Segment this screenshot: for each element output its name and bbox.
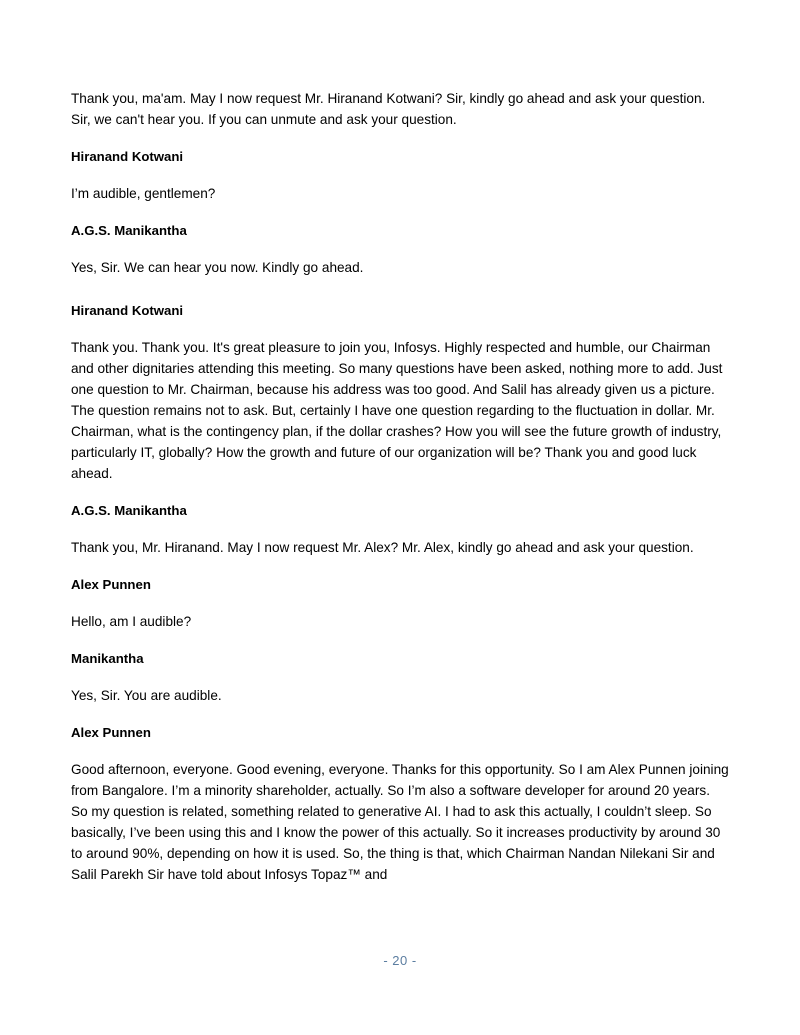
paragraph: Yes, Sir. You are audible.: [71, 688, 222, 703]
paragraph: Thank you, Mr. Hiranand. May I now request Mr. Alex? Mr. Alex, kindly go ahead and ask your question.: [71, 540, 694, 555]
paragraph: Good afternoon, everyone. Good evening, everyone. Thanks for this opportunity. So I am Alex Punnen joining from Bangalore. I’m a minority shareholder, actually. So I’m also a software developer for around 20 years. So my question is related, something related to generative AI. I had to ask this actually, I couldn’t sleep. So basically, I’ve been using this and I know the power of this actually. So it increases productivity by around 30 to around 90%, depending on how it is used. So, the thing is that, which Chairman Nandan Nilekani Sir and Salil Parekh Sir have told about Infosys Topaz™ and: [71, 762, 729, 882]
paragraph: Thank you, ma'am. May I now request Mr. Hiranand Kotwani? Sir, kindly go ahead and ask your question.: [71, 91, 706, 106]
paragraph: I’m audible, gentlemen?: [71, 186, 216, 201]
paragraph: Sir, we can't hear you. If you can unmute and ask your question.: [71, 112, 457, 127]
paragraph: Hello, am I audible?: [71, 614, 192, 629]
speaker-name: Alex Punnen: [71, 725, 151, 740]
paragraph: Thank you. Thank you. It's great pleasure to join you, Infosys. Highly respected and humble, our Chairman and other dignitaries attending this meeting. So many questions have been asked, nothing more to add. Just one question to Mr. Chairman, because his address was too good. And Salil has already given us a picture. The question remains not to ask. But, certainly I have one question regarding to the fluctuation in dollar. Mr. Chairman, what is the contingency plan, if the dollar crashes? How you will see the future growth of industry, particularly IT, globally? How the growth and future of our organization will be? Thank you and good luck ahead.: [71, 340, 723, 481]
speaker-name: A.G.S. Manikantha: [71, 503, 187, 518]
document-body: [71, 88, 729, 885]
speaker-name: Hiranand Kotwani: [71, 303, 184, 318]
speaker-name: Alex Punnen: [71, 577, 151, 592]
page-number: - 20 -: [383, 953, 417, 968]
speaker-name: A.G.S. Manikantha: [71, 223, 187, 238]
speaker-name: Manikantha: [71, 651, 144, 666]
speaker-name: Hiranand Kotwani: [71, 149, 184, 164]
paragraph: Yes, Sir. We can hear you now. Kindly go ahead.: [71, 260, 364, 275]
